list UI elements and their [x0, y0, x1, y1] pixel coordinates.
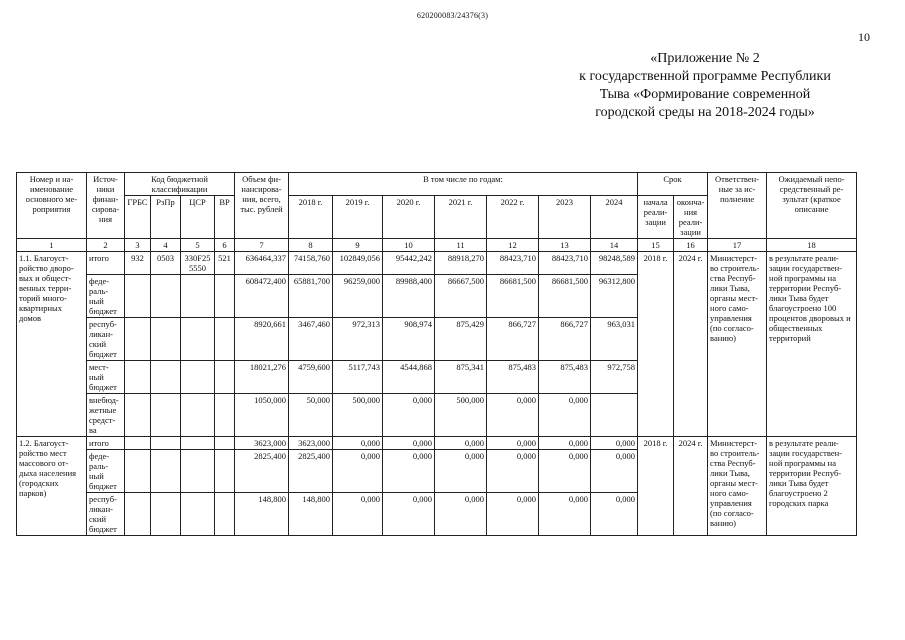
responsible-cell: Министерст-во строитель-ства Респуб-лики Тыва, органы мест-ного само-управления (по согласо-ванию) — [708, 252, 767, 437]
year-cell: 0,000 — [383, 450, 435, 493]
appendix-line: Тыва «Формирование современной — [599, 87, 811, 102]
term-end-cell: 2024 г. — [674, 437, 708, 536]
header-year: 2019 г. — [333, 196, 383, 239]
rzpr-cell: 0503 — [151, 252, 181, 275]
year-cell: 0,000 — [435, 437, 487, 450]
year-cell: 0,000 — [333, 450, 383, 493]
csr-cell — [181, 437, 215, 450]
rzpr-cell — [151, 275, 181, 318]
column-index: 14 — [591, 239, 638, 252]
rzpr-cell — [151, 493, 181, 536]
header-year: 2024 — [591, 196, 638, 239]
year-cell: 0,000 — [539, 394, 591, 437]
year-cell: 0,000 — [435, 450, 487, 493]
year-cell: 4544,868 — [383, 361, 435, 394]
year-cell: 96259,000 — [333, 275, 383, 318]
year-cell: 148,800 — [289, 493, 333, 536]
column-index: 17 — [708, 239, 767, 252]
grbs-cell — [125, 450, 151, 493]
header-year: 2018 г. — [289, 196, 333, 239]
appendix-line: к государственной программе Республики — [579, 69, 831, 84]
year-cell: 0,000 — [539, 437, 591, 450]
year-cell: 0,000 — [487, 437, 539, 450]
column-index-row — [17, 239, 857, 252]
grbs-cell — [125, 318, 151, 361]
year-cell: 0,000 — [383, 437, 435, 450]
vr-cell — [215, 437, 235, 450]
header-csr: ЦСР — [181, 196, 215, 239]
grbs-cell — [125, 493, 151, 536]
column-index: 9 — [333, 239, 383, 252]
header-budget-code: Код бюджетной классификации — [125, 173, 235, 196]
year-cell: 0,000 — [435, 493, 487, 536]
year-cell: 2825,400 — [289, 450, 333, 493]
year-cell: 963,031 — [591, 318, 638, 361]
header-term-end: оконча-ния реали-зации — [674, 196, 708, 239]
year-cell: 3623,000 — [289, 437, 333, 450]
header-total: Объем фи-нансирова-ния, всего, тыс. рублей — [235, 173, 289, 239]
year-cell: 866,727 — [487, 318, 539, 361]
column-index: 7 — [235, 239, 289, 252]
year-cell: 98248,589 — [591, 252, 638, 275]
term-end-cell: 2024 г. — [674, 252, 708, 437]
year-cell: 0,000 — [383, 493, 435, 536]
year-cell: 908,974 — [383, 318, 435, 361]
grbs-cell — [125, 275, 151, 318]
year-cell: 86681,500 — [539, 275, 591, 318]
year-cell: 86667,500 — [435, 275, 487, 318]
appendix-line: «Приложение № 2 — [650, 51, 760, 66]
header-vr: ВР — [215, 196, 235, 239]
year-cell: 3467,460 — [289, 318, 333, 361]
rzpr-cell — [151, 450, 181, 493]
header-measure: Номер и на-именование основного ме-роприятия — [17, 173, 87, 239]
appendix-heading — [540, 50, 870, 122]
measure-1-2 — [17, 437, 857, 536]
csr-cell — [181, 361, 215, 394]
header-rzpr: РзПр — [151, 196, 181, 239]
vr-cell — [215, 318, 235, 361]
total-cell: 148,800 — [235, 493, 289, 536]
header-source: Источ-ники финан-сирова-ния — [87, 173, 125, 239]
funding-source: респуб-ликан-ский бюджет — [87, 318, 125, 361]
year-cell: 4759,600 — [289, 361, 333, 394]
table-row — [17, 252, 857, 275]
year-cell — [591, 394, 638, 437]
year-cell: 95442,242 — [383, 252, 435, 275]
grbs-cell: 932 — [125, 252, 151, 275]
column-index: 18 — [767, 239, 857, 252]
year-cell: 0,000 — [383, 394, 435, 437]
financing-table — [16, 172, 857, 536]
year-cell: 875,429 — [435, 318, 487, 361]
csr-cell — [181, 275, 215, 318]
column-index: 16 — [674, 239, 708, 252]
year-cell: 89988,400 — [383, 275, 435, 318]
grbs-cell — [125, 394, 151, 437]
year-cell: 972,758 — [591, 361, 638, 394]
year-cell: 0,000 — [333, 437, 383, 450]
vr-cell — [215, 493, 235, 536]
year-cell: 972,313 — [333, 318, 383, 361]
vr-cell — [215, 394, 235, 437]
rzpr-cell — [151, 394, 181, 437]
measure-1-1 — [17, 252, 857, 437]
total-cell: 3623,000 — [235, 437, 289, 450]
header-term: Срок — [638, 173, 708, 196]
rzpr-cell — [151, 437, 181, 450]
column-index: 8 — [289, 239, 333, 252]
column-index: 10 — [383, 239, 435, 252]
funding-source: итого — [87, 252, 125, 275]
responsible-cell: Министерст-во строитель-ства Респуб-лики Тыва, органы мест-ного само-управления (по согласо-ванию) — [708, 437, 767, 536]
year-cell: 0,000 — [487, 394, 539, 437]
header-by-years: В том числе по годам: — [289, 173, 638, 196]
vr-cell: 521 — [215, 252, 235, 275]
year-cell: 875,483 — [539, 361, 591, 394]
year-cell: 0,000 — [333, 493, 383, 536]
csr-cell — [181, 318, 215, 361]
measure-name: 1.1. Благоуст-ройство дворо-вых и общест-венных терри-торий много-квартирных домов — [17, 252, 87, 437]
total-cell: 2825,400 — [235, 450, 289, 493]
total-cell: 1050,000 — [235, 394, 289, 437]
total-cell: 608472,400 — [235, 275, 289, 318]
grbs-cell — [125, 361, 151, 394]
funding-source: итого — [87, 437, 125, 450]
result-cell: в результате реали-зации государствен-ной программы на территории Респуб-лики Тыва будет благоустроено 100 процентов дворовых и общественных территорий — [767, 252, 857, 437]
column-index: 2 — [87, 239, 125, 252]
year-cell: 500,000 — [333, 394, 383, 437]
vr-cell — [215, 275, 235, 318]
column-index: 15 — [638, 239, 674, 252]
column-index: 12 — [487, 239, 539, 252]
header-grbs: ГРБС — [125, 196, 151, 239]
term-start-cell: 2018 г. — [638, 437, 674, 536]
year-cell: 875,341 — [435, 361, 487, 394]
year-cell: 875,483 — [487, 361, 539, 394]
table-row — [17, 437, 857, 450]
funding-source: респуб-ликан-ский бюджет — [87, 493, 125, 536]
appendix-line: городской среды на 2018-2024 годы» — [595, 105, 815, 120]
year-cell: 500,000 — [435, 394, 487, 437]
header-year: 2021 г. — [435, 196, 487, 239]
year-cell: 866,727 — [539, 318, 591, 361]
year-cell: 88423,710 — [539, 252, 591, 275]
measure-name: 1.2. Благоуст-ройство мест массового от-дыха населения (городских парков) — [17, 437, 87, 536]
total-cell: 18021,276 — [235, 361, 289, 394]
vr-cell — [215, 450, 235, 493]
vr-cell — [215, 361, 235, 394]
column-index: 3 — [125, 239, 151, 252]
year-cell: 88918,270 — [435, 252, 487, 275]
year-cell: 0,000 — [487, 450, 539, 493]
rzpr-cell — [151, 318, 181, 361]
column-index: 11 — [435, 239, 487, 252]
header-responsible: Ответствен-ные за ис-полнение — [708, 173, 767, 239]
header-result: Ожидаемый непо-средственный ре-зультат (краткое описание — [767, 173, 857, 239]
csr-cell — [181, 450, 215, 493]
rzpr-cell — [151, 361, 181, 394]
year-cell: 0,000 — [591, 450, 638, 493]
csr-cell — [181, 493, 215, 536]
year-cell: 65881,700 — [289, 275, 333, 318]
page-number: 10 — [858, 30, 870, 44]
result-cell: в результате реали-зации государствен-ной программы на территории Респуб-лики Тыва будет благоустроено 2 городских парка — [767, 437, 857, 536]
csr-cell: 330F25 5550 — [181, 252, 215, 275]
column-index: 5 — [181, 239, 215, 252]
funding-source: феде-раль-ный бюджет — [87, 450, 125, 493]
csr-cell — [181, 394, 215, 437]
funding-source: внебюд-жетные средст-ва — [87, 394, 125, 437]
grbs-cell — [125, 437, 151, 450]
year-cell: 74158,760 — [289, 252, 333, 275]
year-cell: 0,000 — [591, 493, 638, 536]
column-index: 6 — [215, 239, 235, 252]
header-year: 2020 г. — [383, 196, 435, 239]
column-index: 4 — [151, 239, 181, 252]
header-term-start: начала реали-зации — [638, 196, 674, 239]
year-cell: 0,000 — [539, 493, 591, 536]
column-index: 1 — [17, 239, 87, 252]
year-cell: 86681,500 — [487, 275, 539, 318]
column-index: 13 — [539, 239, 591, 252]
year-cell: 5117,743 — [333, 361, 383, 394]
header-year: 2022 г. — [487, 196, 539, 239]
total-cell: 8920,661 — [235, 318, 289, 361]
header-year: 2023 — [539, 196, 591, 239]
year-cell: 50,000 — [289, 394, 333, 437]
total-cell: 636464,337 — [235, 252, 289, 275]
year-cell: 88423,710 — [487, 252, 539, 275]
funding-source: феде-раль-ный бюджет — [87, 275, 125, 318]
year-cell: 96312,800 — [591, 275, 638, 318]
document-id: 620200083/24376(3) — [416, 11, 489, 20]
year-cell: 102849,056 — [333, 252, 383, 275]
year-cell: 0,000 — [539, 450, 591, 493]
header-row — [17, 173, 857, 196]
year-cell: 0,000 — [591, 437, 638, 450]
funding-source: мест-ный бюджет — [87, 361, 125, 394]
term-start-cell: 2018 г. — [638, 252, 674, 437]
year-cell: 0,000 — [487, 493, 539, 536]
